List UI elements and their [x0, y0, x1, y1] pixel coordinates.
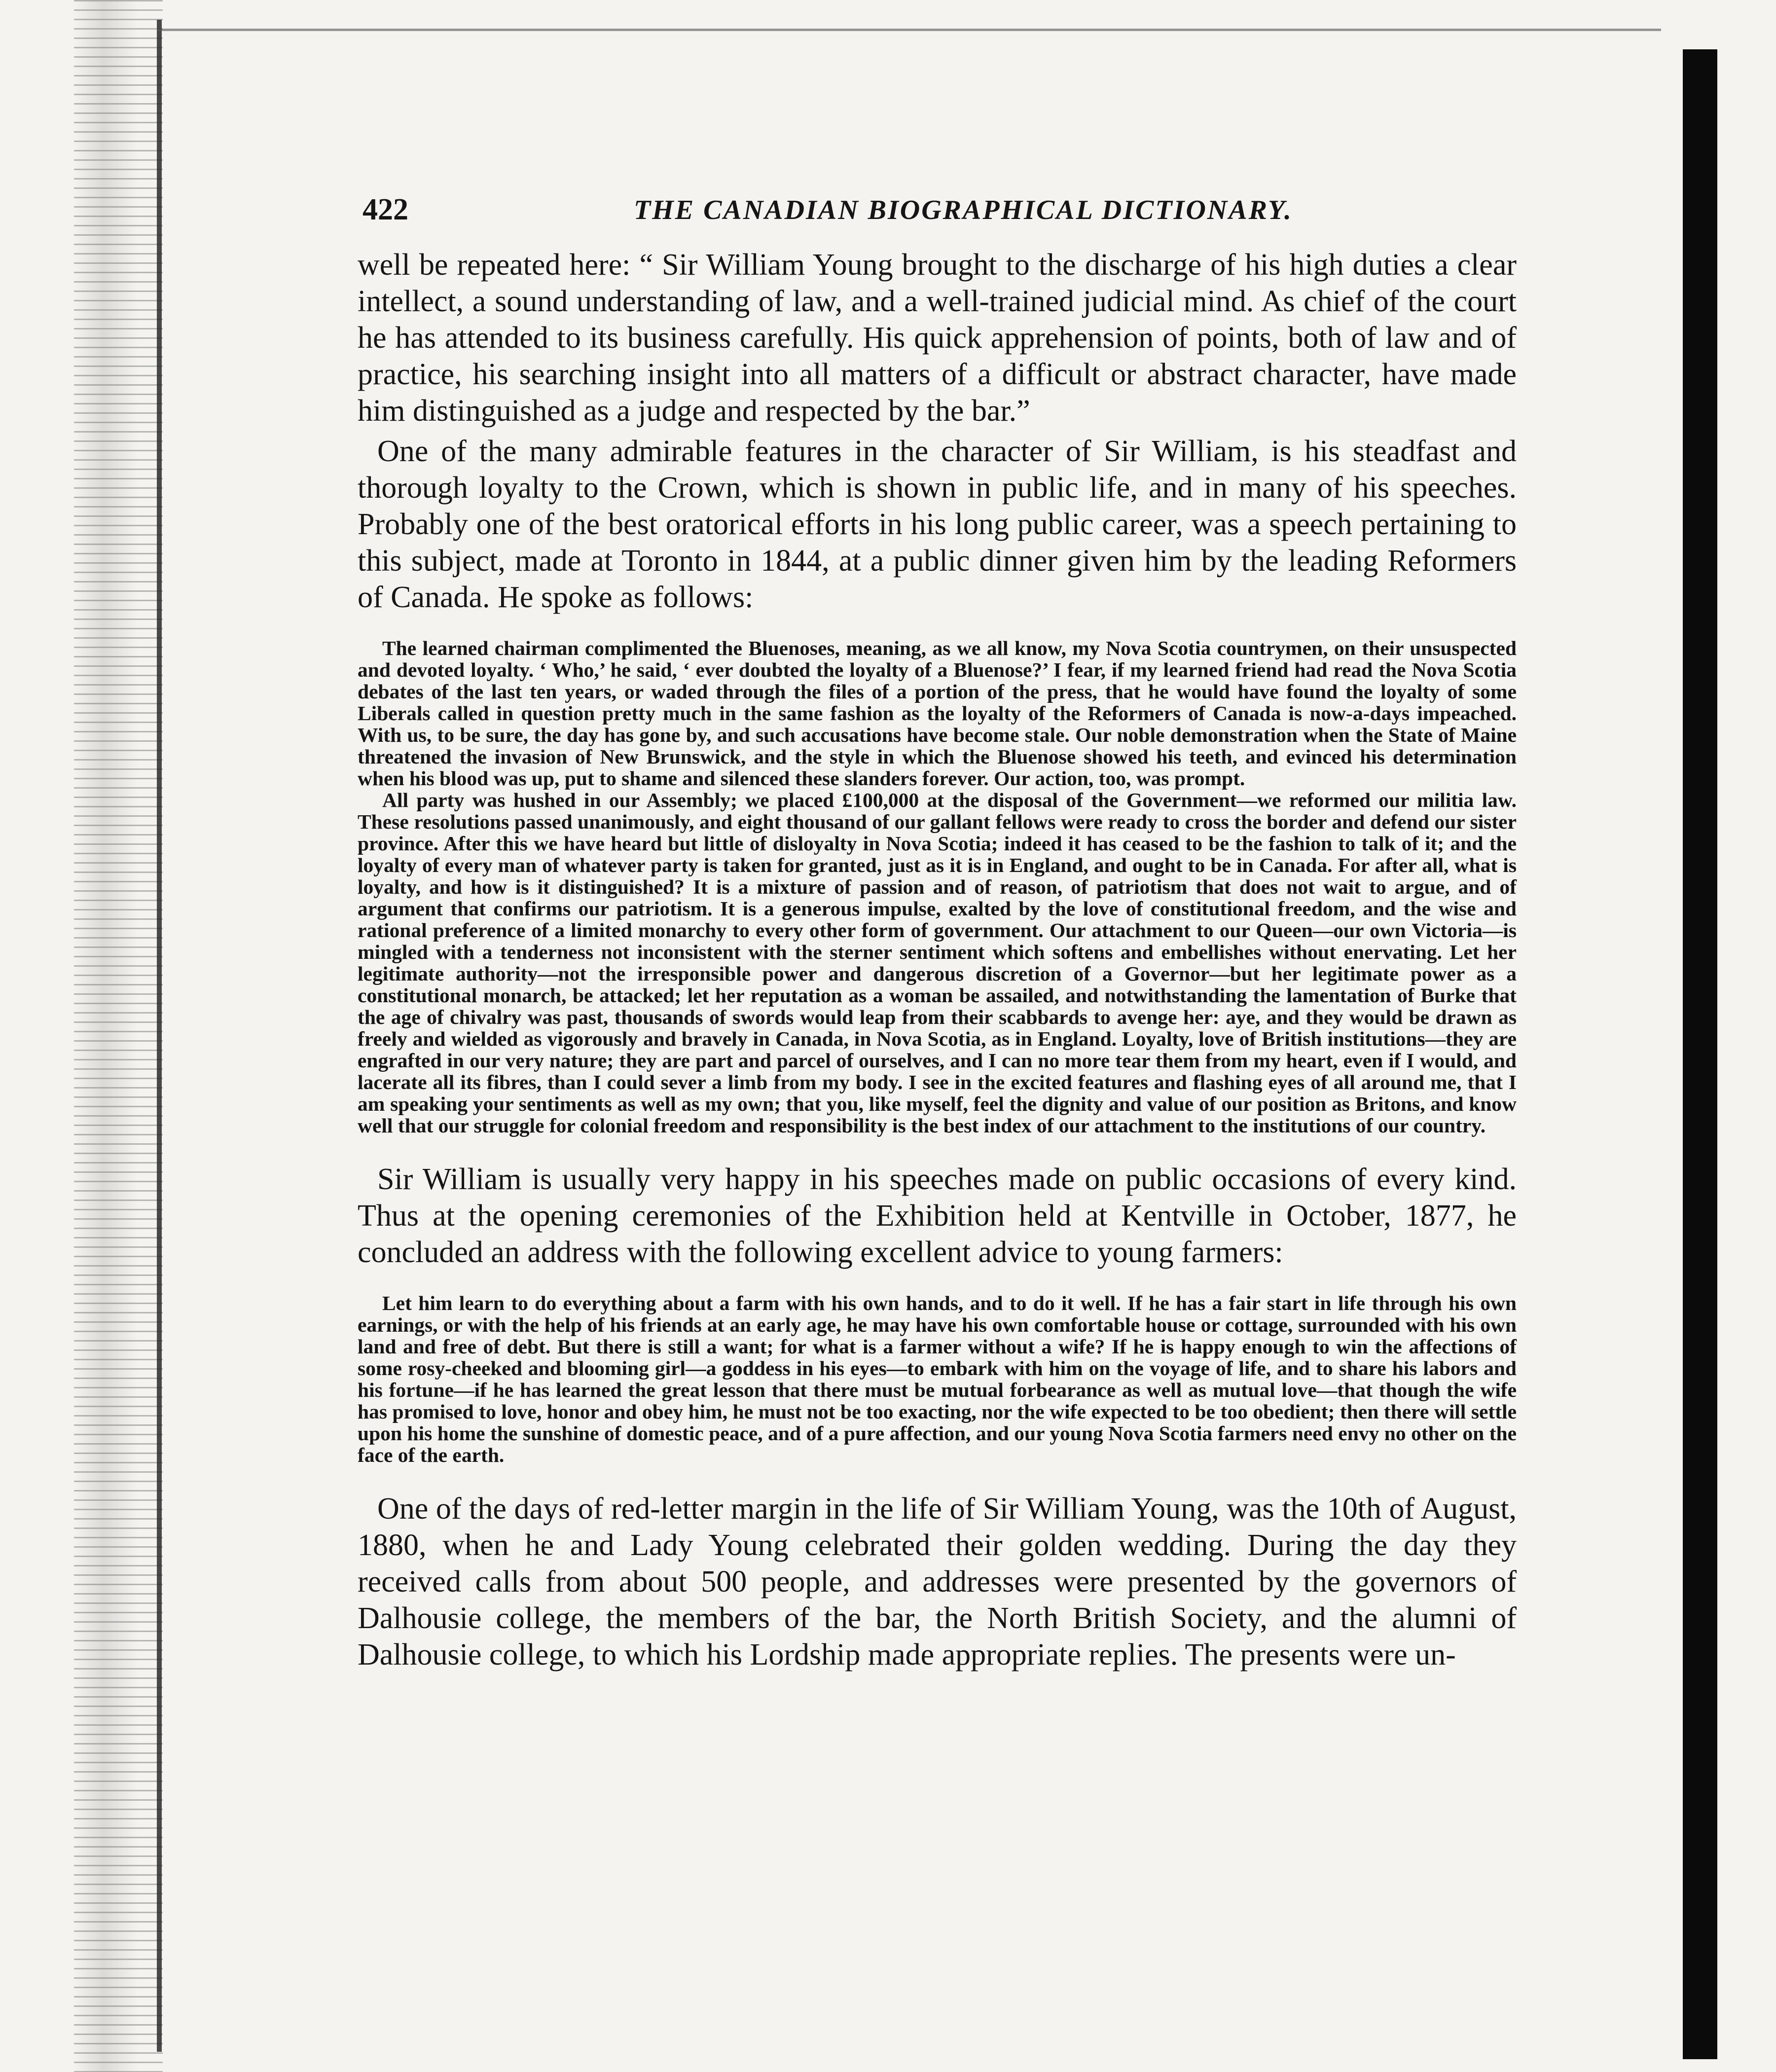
- farmers-quote-paragraph: Let him learn to do everything about a farm with his own hands, and to do it well. If he has a fair start in life through his own earnings, or with the help of his friends at an early age, he may have his own comfortable house or cottage, surrounded with his own land and free of debt. But there is still a want; for what is a farmer without a wife? If he is happy enough to win the affections of some rosy-cheeked and blooming girl—a goddess in his eyes—to embark with him on the voyage of life, and to share his labors and his fortune—if he has learned the great lesson that there must be mutual forbearance as well as mutual love—that though the wife has promised to love, honor and obey him, he must not be too exacting, nor the wife expected to be too obedient; then there will settle upon his home the sunshine of domestic peace, and of a pure affection, and our young Nova Scotia farmers need envy no other on the face of the earth.: [358, 1292, 1517, 1466]
- book-page: [358, 192, 1517, 1677]
- page-number: 422: [362, 193, 408, 226]
- speech-quote-paragraph-1: The learned chairman complimented the Bluenoses, meaning, as we all know, my Nova Scotia countrymen, on their unsuspected and devoted loyalty. ‘ Who,’ he said, ‘ ever doubted the loyalty of a Bluenose?’ I fear, if my learned friend had read the Nova Scotia debates of the last ten years, or waded through the files of a portion of the press, that he would have found the loyalty of some Liberals called in question pretty much in the same fashion as the loyalty of the Reformers of Canada is now-a-days impeached. With us, to be sure, the day has gone by, and such accusations have become stale. Our noble demonstration when the State of Maine threatened the invasion of New Brunswick, and the style in which the Bluenose showed his teeth, and evinced his determination when his blood was up, put to shame and silenced these slanders forever. Our action, too, was prompt.: [358, 637, 1517, 790]
- paragraph-quote-continuation: well be repeated here: “ Sir William Young brought to the discharge of his high duties a clear intellect, a sound understanding of law, and a well-trained judicial mind. As chief of the court he has attended to its business carefully. His quick apprehension of points, both of law and of practice, his searching insight into all matters of a difficult or abstract character, have made him distinguished as a judge and respected by the bar.”: [358, 248, 1517, 428]
- scan-top-rule: [157, 29, 1661, 31]
- page-header: [358, 192, 1517, 237]
- scan-binding-edge: [74, 0, 163, 2072]
- scan-right-edge-bar: [1683, 49, 1717, 2059]
- speech-quotation: [358, 637, 1517, 1136]
- paragraph-golden-wedding: One of the days of red-letter margin in the life of Sir William Young, was the 10th of August, 1880, when he and Lady Young celebrated their golden wedding. During the day they received calls from about 500 people, and addresses were presented by the governors of Dalhousie college, the members of the bar, the North British Society, and the alumni of Dalhousie college, to which his Lordship made appropriate replies. The presents were un-: [358, 1492, 1517, 1672]
- speech-quote-paragraph-2: All party was hushed in our Assembly; we placed £100,000 at the disposal of the Government—we reformed our militia law. These resolutions passed unanimously, and eight thousand of our gallant fellows were ready to cross the border and defend our sister province. After this we have heard but little of disloyalty in Nova Scotia; indeed it has ceased to be the fashion to talk of it; and the loyalty of every man of whatever party is taken for granted, just as it is in England, and ought to be in Canada. For after all, what is loyalty, and how is it distinguished? It is a mixture of passion and of reason, of patriotism that does not wait to argue, and of argument that confirms our patriotism. It is a generous impulse, exalted by the love of constitutional freedom, and the wise and rational preference of a limited monarchy to every other form of government. Our attachment to our Queen—our own Victoria—is mingled with a tenderness not inconsistent with the sterner sentiment which softens and embellishes without enervating. Let her legitimate authority—not the irresponsible power and dangerous discretion of a Governor—but her legitimate power as a constitutional monarch, be attacked; let her reputation as a woman be assailed, and notwithstanding the lamentation of Burke that the age of chivalry was past, thousands of swords would leap from their scabbards to avenge her: aye, and they would be drawn as freely and wielded as vigorously and bravely in Canada, in Nova Scotia, as in England. Loyalty, love of British institutions—they are engrafted in our very nature; they are part and parcel of ourselves, and I can no more tear them from my heart, even if I would, and lacerate all its fibres, than I could sever a limb from my body. I see in the excited features and flashing eyes of all around me, that I am speaking your sentiments as well as my own; that you, like myself, feel the dignity and value of our position as Britons, and know well that our struggle for colonial freedom and responsibility is the best index of our attachment to the institutions of our country.: [358, 789, 1517, 1137]
- running-head: THE CANADIAN BIOGRAPHICAL DICTIONARY.: [634, 195, 1293, 225]
- farmers-advice-quotation: [358, 1292, 1517, 1466]
- scan-margin-rule: [157, 20, 162, 2052]
- paragraph-loyalty: One of the many admirable features in the character of Sir William, is his steadfast and thorough loyalty to the Crown, which is shown in public life, and in many of his speeches. Probably one of the best oratorical efforts in his long public career, was a speech pertaining to this subject, made at Toronto in 1844, at a public dinner given him by the leading Reformers of Canada. He spoke as follows:: [358, 435, 1517, 614]
- paragraph-exhibition: Sir William is usually very happy in his speeches made on public occasions of every kind. Thus at the opening ceremonies of the Exhibition held at Kentville in October, 1877, he concluded an address with the following excellent advice to young farmers:: [358, 1163, 1517, 1269]
